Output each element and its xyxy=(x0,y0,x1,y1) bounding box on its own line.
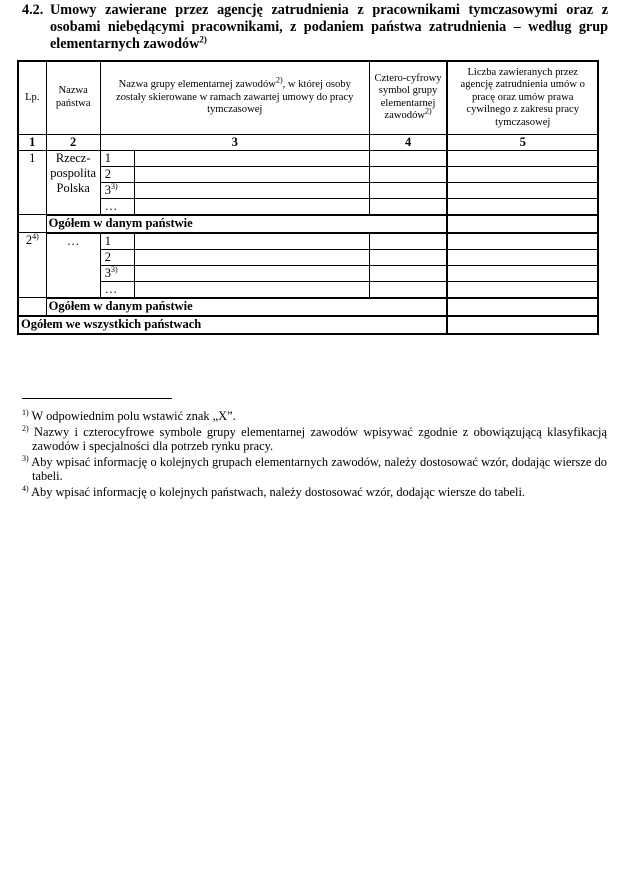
column-number: 5 xyxy=(447,134,598,150)
table-row xyxy=(18,233,598,250)
footnote: $^{4)}$ Aby wpisać informację o kolejnych państwach, należy dostosować wzór, dodając wiersze do tabeli. xyxy=(22,483,526,499)
agreement-count-cell[interactable] xyxy=(447,233,598,250)
occupation-group-cell[interactable] xyxy=(134,198,369,215)
agreement-count-cell[interactable] xyxy=(447,150,598,166)
column-number: 2 xyxy=(46,134,100,150)
table-row xyxy=(18,150,598,166)
group-index: 3$^{3)}$ xyxy=(100,265,134,281)
group-symbol-cell[interactable] xyxy=(369,265,447,281)
agreement-count-cell[interactable] xyxy=(447,182,598,198)
table-row xyxy=(18,166,598,182)
group-index: 3$^{3)}$ xyxy=(100,182,134,198)
country-total-row xyxy=(18,215,598,233)
header-country: Nazwa państwa xyxy=(46,61,100,134)
group-symbol-cell[interactable] xyxy=(369,198,447,215)
footnotes xyxy=(22,409,607,501)
occupation-group-cell[interactable] xyxy=(134,249,369,265)
column-number: 4 xyxy=(369,134,447,150)
occupation-group-cell[interactable] xyxy=(134,166,369,182)
agreement-count-cell[interactable] xyxy=(447,249,598,265)
occupation-group-cell[interactable] xyxy=(134,150,369,166)
group-index: … xyxy=(100,198,134,215)
group-index: 2 xyxy=(100,166,134,182)
header-group-symbol: Cztero-cyfrowy symbol grupy elementarnej zawodów$^{2)}$ xyxy=(369,61,447,134)
occupation-group-cell[interactable] xyxy=(134,265,369,281)
group-symbol-cell[interactable] xyxy=(369,281,447,298)
agreement-count-cell[interactable] xyxy=(447,198,598,215)
header-row xyxy=(18,61,598,134)
group-symbol-cell[interactable] xyxy=(369,182,447,198)
section-number: 4.2. xyxy=(22,2,44,18)
occupation-group-cell[interactable] xyxy=(134,233,369,250)
group-symbol-cell[interactable] xyxy=(369,150,447,166)
footnote-ref: 2) xyxy=(199,34,207,45)
footnote: $^{1)}$ W odpowiednim polu wstawić znak „X”. xyxy=(22,407,236,423)
header-lp: Lp. xyxy=(18,61,46,134)
grand-total-cell[interactable] xyxy=(447,316,598,334)
group-index: … xyxy=(100,281,134,298)
table-row xyxy=(18,281,598,298)
grand-total-label: Ogółem we wszystkich państwach xyxy=(18,316,447,334)
column-number-row xyxy=(18,134,598,150)
footnote: $^{3)}$ Aby wpisać informację o kolejnych grupach elementarnych zawodów, należy dostosować wzór, dodając wiersze do tabeli. xyxy=(22,453,607,484)
country-total-row xyxy=(18,298,598,316)
country-name: Rzecz-pospolita Polska xyxy=(46,150,100,215)
grand-total-row xyxy=(18,316,598,334)
occupation-group-cell[interactable] xyxy=(134,281,369,298)
section-title: Umowy zawierane przez agencję zatrudnienia z pracownikami tymczasowymi oraz z osobami niebędącymi pracownikami, z podaniem państwa zatrudnienia – według grup elementarnych zawodów$^{2)}$ xyxy=(50,2,608,52)
section-heading xyxy=(22,2,608,53)
occupation-group-cell[interactable] xyxy=(134,182,369,198)
group-symbol-cell[interactable] xyxy=(369,166,447,182)
group-index: 1 xyxy=(100,150,134,166)
employment-agreements-table xyxy=(17,60,599,335)
agreement-count-cell[interactable] xyxy=(447,281,598,298)
country-total-cell[interactable] xyxy=(447,215,598,233)
table-row xyxy=(18,182,598,198)
group-index: 1 xyxy=(100,233,134,250)
column-number: 3 xyxy=(100,134,369,150)
country-total-cell[interactable] xyxy=(447,298,598,316)
footnote: $^{2)}$ Nazwy i czterocyfrowe symbole grupy elementarnej zawodów wpisywać zgodnie z obowiązującą klasyfikacją zawodów i specjalności dla potrzeb rynku pracy. xyxy=(22,423,608,454)
country-total-label: Ogółem w danym państwie xyxy=(46,215,447,233)
row-lp: 1 xyxy=(18,150,46,215)
row-lp: 2$^{4)}$ xyxy=(18,233,46,298)
country-total-label: Ogółem w danym państwie xyxy=(46,298,447,316)
agreement-count-cell[interactable] xyxy=(447,166,598,182)
table-row xyxy=(18,249,598,265)
agreement-count-cell[interactable] xyxy=(447,265,598,281)
table-row xyxy=(18,265,598,281)
country-name: … xyxy=(46,233,100,298)
header-agreement-count: Liczba zawieranych przez agencję zatrudnienia umów o pracę oraz umów prawa cywilnego z zakresu pracy tymczasowej xyxy=(447,61,598,134)
footnote-divider xyxy=(22,398,172,399)
column-number: 1 xyxy=(18,134,46,150)
group-symbol-cell[interactable] xyxy=(369,249,447,265)
table-row xyxy=(18,198,598,215)
header-occupation-group: Nazwa grupy elementarnej zawodów$^{2)}$, w której osoby zostały skierowane w ramach zawartej umowy do pracy tymczasowej xyxy=(100,61,369,134)
group-symbol-cell[interactable] xyxy=(369,233,447,250)
group-index: 2 xyxy=(100,249,134,265)
